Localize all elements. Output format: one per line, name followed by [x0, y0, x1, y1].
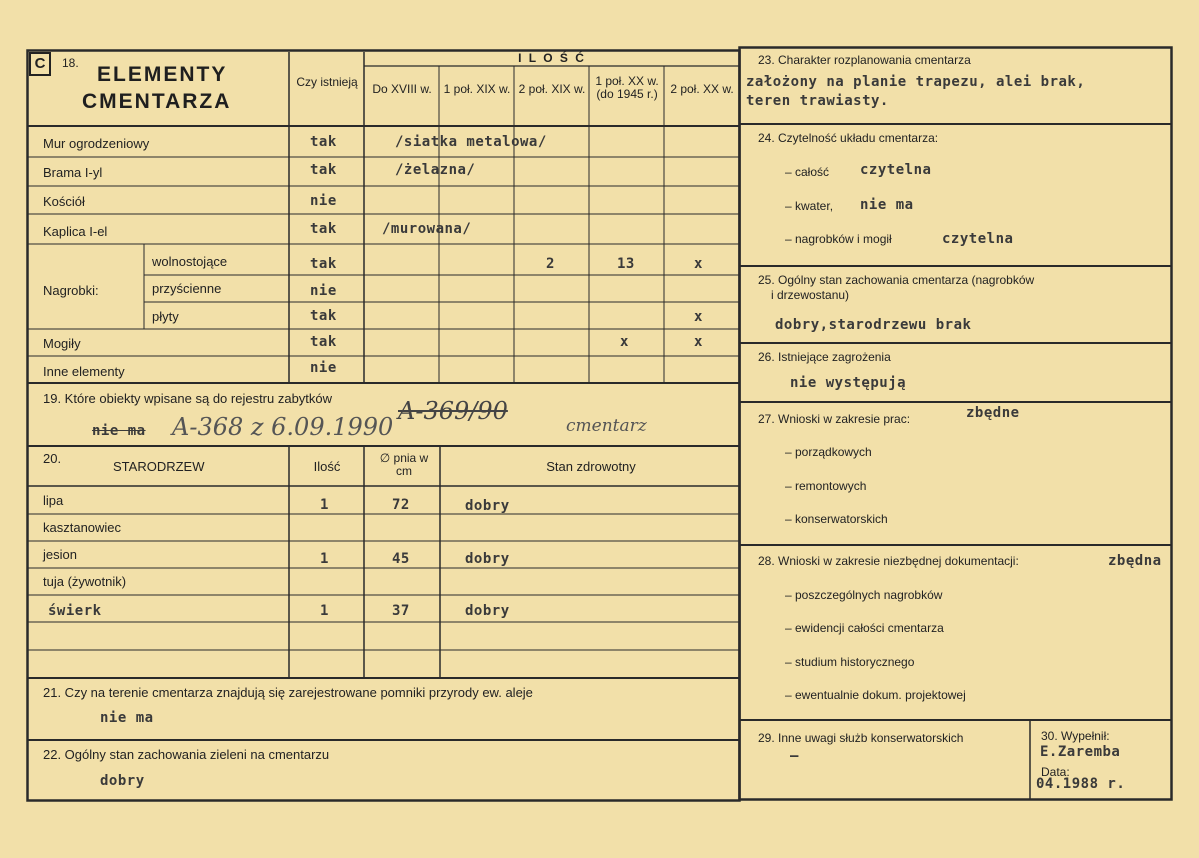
s28-value: zbędna — [1108, 553, 1162, 569]
s23-line-2: teren trawiasty. — [746, 93, 889, 109]
element-exists: tak — [310, 134, 337, 150]
inne-exists: nie — [310, 360, 337, 376]
s24-item-label: – kwater, — [785, 199, 834, 213]
tree-dia: 45 — [392, 551, 410, 567]
tree-qty: 1 — [320, 603, 329, 619]
nagrobki-value: 13 — [617, 256, 635, 272]
period-header: 1 poł. XIX w. — [443, 82, 511, 96]
col-exists-header: Czy istnieją — [296, 75, 358, 89]
s29-value: – — [790, 748, 799, 764]
s26-label: 26. Istniejące zagrożenia — [758, 350, 891, 364]
nagrobki-value: x — [694, 256, 703, 272]
s30-date-label: Data: — [1041, 765, 1070, 779]
s25-value: dobry,starodrzewu brak — [775, 317, 972, 333]
s29-label: 29. Inne uwagi służb konserwatorskich — [758, 731, 964, 745]
s20-col-qty: Ilość — [313, 459, 341, 474]
mogily-value: x — [620, 334, 629, 350]
s24-item-value: czytelna — [942, 231, 1014, 247]
s27-label: 27. Wnioski w zakresie prac: — [758, 412, 911, 426]
tree-qty: 1 — [320, 551, 329, 567]
s24-label: 24. Czytelność układu cmentarza: — [758, 131, 939, 145]
s20-col-dia: ∅ pnia w cm — [379, 451, 429, 478]
element-note: /żelazna/ — [395, 162, 476, 178]
s25-label-2: i drzewostanu) — [771, 288, 850, 302]
s19-label: 19. Które obiekty wpisane są do rejestru zabytków — [43, 391, 333, 406]
s28-label: 28. Wnioski w zakresie niezbędnej dokumentacji: — [758, 554, 1019, 568]
category-box: C — [29, 52, 51, 76]
s30-label: 30. Wypełnił: — [1041, 729, 1110, 743]
period-header: 2 poł. XIX w. — [518, 82, 586, 96]
s19-struck-entry: A-369/90 — [398, 397, 508, 425]
s26-value: nie występują — [790, 375, 907, 391]
nagrobki-value: 2 — [546, 256, 555, 272]
period-header: 2 poł. XX w. — [670, 82, 734, 96]
nagrobki-row-label: wolnostojące — [152, 254, 228, 269]
tree-state: dobry — [465, 551, 510, 567]
element-label: Brama I-yl — [43, 165, 103, 180]
s28-item: – ewidencji całości cmentarza — [785, 621, 944, 635]
element-exists: nie — [310, 193, 337, 209]
s22-value: dobry — [100, 773, 145, 789]
period-header: 1 poł. XX w. (do 1945 r.) — [595, 74, 659, 101]
s21-label: 21. Czy na terenie cmentarza znajdują się zarejestrowane pomniki przyrody ew. aleje — [43, 685, 533, 700]
nagrobki-exists: tak — [310, 308, 337, 324]
s20-title: STARODRZEW — [113, 459, 205, 474]
s19-note: cmentarz — [566, 416, 647, 436]
nagrobki-label: Nagrobki: — [43, 283, 99, 298]
s24-item-value: nie ma — [860, 197, 914, 213]
s30-date: 04.1988 r. — [1036, 776, 1126, 792]
tree-name: tuja (żywotnik) — [43, 574, 127, 589]
nagrobki-row-label: przyścienne — [152, 281, 222, 296]
title-line-1: ELEMENTY — [97, 63, 228, 86]
s28-item: – poszczególnych nagrobków — [785, 588, 943, 602]
s27-value: zbędne — [966, 405, 1020, 421]
nagrobki-value: x — [694, 309, 703, 325]
s27-item: – remontowych — [785, 479, 867, 493]
inne-label: Inne elementy — [43, 364, 125, 379]
nagrobki-exists: nie — [310, 283, 337, 299]
s24-item-label: – całość — [785, 165, 830, 179]
element-label: Kaplica I-el — [43, 224, 108, 239]
s19-struck: nie ma — [92, 423, 146, 439]
s21-value: nie ma — [100, 710, 154, 726]
mogily-value: x — [694, 334, 703, 350]
s30-name: E.Zaremba — [1040, 744, 1121, 760]
s28-item: – ewentualnie dokum. projektowej — [785, 688, 966, 702]
element-exists: tak — [310, 221, 337, 237]
s27-item: – konserwatorskich — [785, 512, 888, 526]
nagrobki-exists: tak — [310, 256, 337, 272]
element-note: /siatka metalowa/ — [395, 134, 547, 150]
s24-item-value: czytelna — [860, 162, 932, 178]
tree-qty: 1 — [320, 497, 329, 513]
col-qty-header: I L O Ś Ć — [518, 51, 586, 65]
tree-state: dobry — [465, 498, 510, 514]
tree-dia: 37 — [392, 603, 410, 619]
s19-register-entry: A-368 z 6.09.1990 — [172, 413, 394, 441]
tree-name: jesion — [43, 547, 77, 562]
s20-number: 20. — [43, 451, 62, 466]
s25-label-1: 25. Ogólny stan zachowania cmentarza (nagrobków — [758, 273, 1035, 287]
title-line-2: CMENTARZA — [82, 90, 232, 113]
s20-col-state: Stan zdrowotny — [546, 459, 636, 474]
s23-label: 23. Charakter rozplanowania cmentarza — [758, 53, 971, 67]
tree-name: lipa — [43, 493, 64, 508]
tree-name: świerk — [48, 603, 102, 619]
s24-item-label: – nagrobków i mogił — [785, 232, 892, 246]
element-note: /murowana/ — [382, 221, 472, 237]
tree-name: kasztanowiec — [43, 520, 122, 535]
s23-line-1: założony na planie trapezu, alei brak, — [746, 74, 1086, 90]
section-number: 18. — [62, 56, 79, 70]
period-header: Do XVIII w. — [372, 82, 432, 96]
nagrobki-row-label: płyty — [152, 309, 179, 324]
element-label: Kościół — [43, 194, 85, 209]
tree-dia: 72 — [392, 497, 410, 513]
s27-item: – porządkowych — [785, 445, 872, 459]
s28-item: – studium historycznego — [785, 655, 915, 669]
tree-state: dobry — [465, 603, 510, 619]
mogily-exists: tak — [310, 334, 337, 350]
element-label: Mur ogrodzeniowy — [43, 136, 150, 151]
s22-label: 22. Ogólny stan zachowania zieleni na cmentarzu — [43, 747, 330, 762]
mogily-label: Mogiły — [43, 336, 81, 351]
element-exists: tak — [310, 162, 337, 178]
